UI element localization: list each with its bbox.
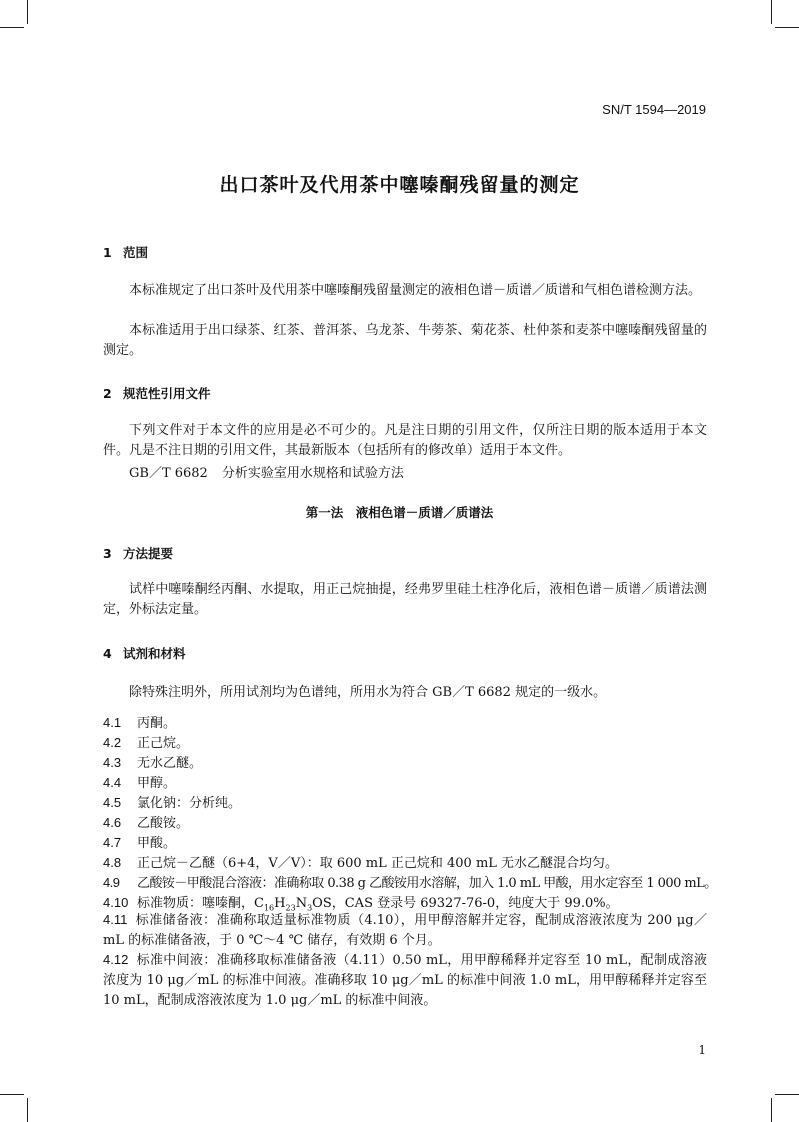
crop-mark-bottom-left-h	[0, 1094, 24, 1095]
formula-element: C	[254, 896, 264, 911]
section-4-heading	[103, 644, 186, 662]
item-number: 4.8	[103, 855, 122, 870]
item-text-prefix: 标准物质：噻嗪酮，	[137, 896, 255, 911]
list-item	[103, 772, 176, 791]
item-text: 正己烷。	[137, 736, 190, 751]
page-number: 1	[698, 1043, 706, 1057]
section-4-intro: 除特殊注明外，所用试剂均为色谱纯，所用水为符合 GB／T 6682 规定的一级水。	[129, 685, 607, 700]
section-2-paragraph-1: 下列文件对于本文件的应用是必不可少的。凡是注日期的引用文件，仅所注日期的版本适用于本文件。凡是不注日期的引用文件，其最新版本（包括所有的修改单）适用于本文件。	[103, 423, 707, 458]
item-text: 氯化钠：分析纯。	[137, 796, 242, 811]
item-number: 4.6	[103, 815, 122, 830]
section-3-paragraph-1: 试样中噻嗪酮经丙酮、水提取，用正己烷抽提，经弗罗里硅土柱净化后，液相色谱－质谱／质谱法测定，外标法定量。	[103, 582, 707, 617]
section-number: 1	[103, 245, 112, 260]
item-number: 4.10	[103, 895, 129, 910]
item-number: 4.12	[103, 952, 129, 967]
section-1-paragraph-2: 本标准适用于出口绿茶、红茶、普洱茶、乌龙茶、牛蒡茶、菊花茶、杜仲茶和麦茶中噻嗪酮残留量的测定。	[103, 323, 707, 358]
crop-mark-bottom-left-v	[27, 1098, 28, 1122]
formula-element: H	[274, 896, 286, 911]
reference-title: 分析实验室用水规格和试验方法	[221, 466, 404, 481]
item-text: 正己烷－乙醚（6+4，V／V）：取 600 mL 正己烷和 400 mL 无水乙醚混合均匀。	[137, 856, 619, 871]
chemical-formula	[254, 896, 332, 911]
item-text-suffix: ，CAS 登录号 69327-76-0，纯度大于 99.0%。	[331, 896, 619, 911]
formula-subscript: 3	[307, 903, 313, 913]
item-text: 乙酸铵。	[137, 816, 190, 831]
list-item	[103, 852, 618, 871]
section-title: 规范性引用文件	[123, 386, 211, 401]
list-item-4-12	[103, 950, 707, 1011]
list-item	[103, 832, 176, 851]
item-number: 4.5	[103, 795, 122, 810]
crop-mark-top-left-h	[0, 27, 24, 28]
method-heading: 第一法 液相色谱－质谱／质谱法	[305, 505, 494, 520]
item-text: 无水乙醚。	[137, 756, 203, 771]
formula-subscript: 23	[285, 903, 296, 913]
crop-mark-top-right-h	[775, 27, 799, 28]
crop-mark-top-left-v	[27, 0, 28, 24]
section-title: 试剂和材料	[123, 646, 186, 661]
item-text: 甲酸。	[137, 836, 177, 851]
crop-mark-bottom-right-v	[771, 1098, 772, 1122]
list-item-4-11	[103, 910, 707, 951]
item-text: 乙酸铵－甲酸混合溶液：准确称取 0.38 g 乙酸铵用水溶解，加入 1.0 mL 甲酸，用水定容至 1 000 mL。	[137, 876, 717, 891]
section-title: 范围	[123, 245, 149, 260]
item-number: 4.7	[103, 835, 122, 850]
section-2-heading	[103, 384, 211, 402]
list-item	[103, 872, 717, 891]
formula-element: N	[295, 896, 308, 911]
item-text: 甲醇。	[137, 776, 177, 791]
section-3-heading	[103, 544, 173, 562]
item-text: 标准中间液：准确移取标准储备液（4.11）0.50 mL，用甲醇稀释并定容至 10 mL，配制成溶液浓度为 10 μg／mL 的标准中间液。准确移取 10 μg／mL 的标准中间液 1.0 mL，用甲醇稀释并定容至 10 mL，配制成溶液浓度为 1.0 μg／mL 的标准中间液。	[103, 953, 707, 1008]
list-item	[103, 712, 176, 731]
list-item	[103, 732, 189, 751]
item-number: 4.9	[103, 875, 120, 890]
list-item	[103, 792, 241, 811]
formula-element: OS	[312, 896, 332, 911]
section-number: 3	[103, 546, 112, 561]
item-number: 4.3	[103, 755, 122, 770]
list-item	[103, 752, 202, 771]
section-number: 4	[103, 646, 112, 661]
crop-mark-top-right-v	[771, 0, 772, 24]
normative-reference	[129, 462, 404, 481]
page-title: 出口茶叶及代用茶中噻嗪酮残留量的测定	[219, 174, 580, 196]
section-title: 方法提要	[123, 546, 174, 561]
section-1-heading	[103, 243, 148, 261]
crop-mark-bottom-right-h	[775, 1094, 799, 1095]
item-number: 4.4	[103, 775, 122, 790]
formula-subscript: 16	[263, 903, 275, 913]
reference-code: GB／T 6682	[129, 466, 208, 481]
section-number: 2	[103, 386, 112, 401]
item-number: 4.1	[103, 715, 122, 730]
item-text: 标准储备液：准确称取适量标准物质（4.10），用甲醇溶解并定容，配制成溶液浓度为 200 μg／mL 的标准储备液，于 0 ℃～4 ℃ 储存，有效期 6 个月。	[103, 913, 707, 948]
item-number: 4.2	[103, 735, 122, 750]
document-code: SN/T 1594—2019	[602, 102, 706, 117]
list-item	[103, 812, 189, 831]
item-number: 4.11	[103, 912, 128, 927]
section-1-paragraph-1: 本标准规定了出口茶叶及代用茶中噻嗪酮残留量测定的液相色谱－质谱／质谱和气相色谱检测方法。	[129, 283, 702, 298]
item-text: 丙酮。	[137, 716, 177, 731]
